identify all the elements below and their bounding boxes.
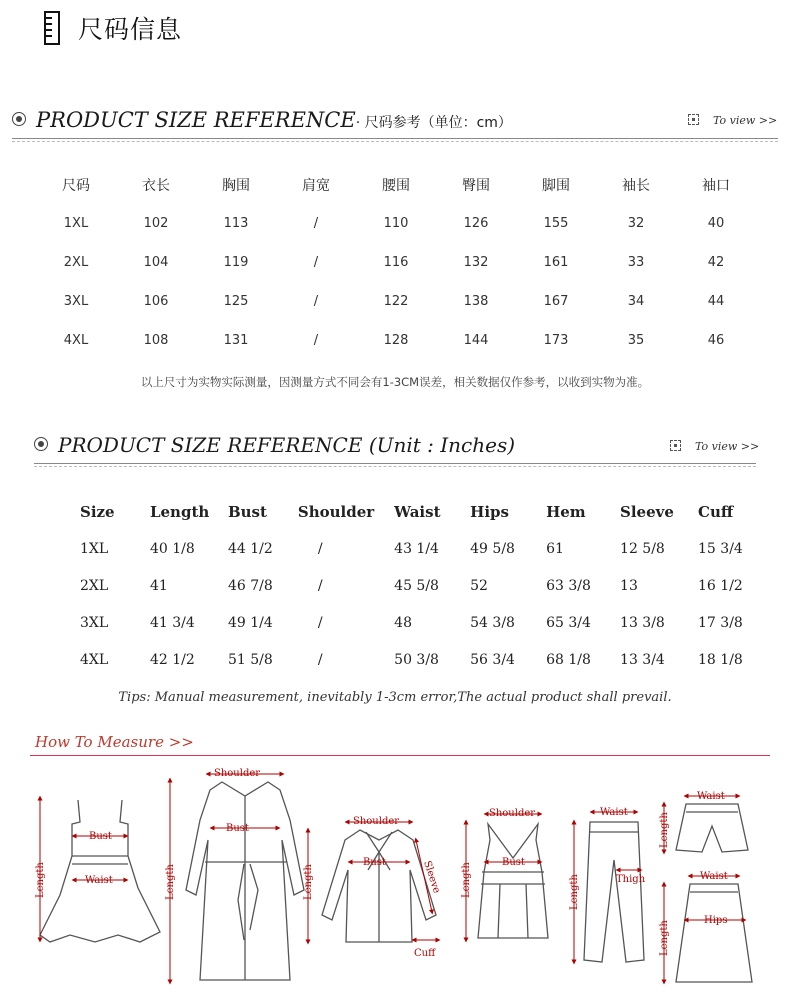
table-header-cell: 臀围 [462, 177, 490, 194]
table-cell: 56 3/4 [470, 651, 515, 668]
table-cell: 63 3/8 [546, 577, 591, 594]
inch-section-rule [34, 463, 756, 464]
table-cell: 12 5/8 [620, 540, 665, 557]
table-row [36, 282, 756, 321]
table-cell: 110 [383, 216, 409, 231]
coat-diagram [165, 768, 304, 982]
table-cell: 45 5/8 [394, 577, 439, 594]
table-cell: 116 [383, 255, 409, 270]
table-header-cell: 胸围 [222, 177, 250, 194]
trousers-diagram [569, 807, 646, 962]
thigh-label: Thigh [616, 874, 646, 885]
table-header-row [36, 165, 756, 204]
table-cell: 15 3/4 [698, 540, 743, 557]
table-header-cell: 袖口 [702, 177, 730, 194]
inch-section-subtitle: (Unit : Inches) [368, 433, 516, 457]
length-label: Length [569, 874, 580, 910]
table-header-cell: Length [149, 502, 210, 521]
table-header-cell: 脚围 [542, 177, 570, 194]
table-cell: / [313, 333, 319, 348]
table-cell: 126 [463, 216, 489, 231]
table-cell: 33 [627, 255, 645, 270]
table-cell: 1XL [63, 216, 89, 231]
table-cell: 40 1/8 [149, 540, 195, 557]
target-bullet-icon [34, 437, 48, 451]
inch-size-table [60, 493, 760, 678]
table-cell: 32 [627, 216, 645, 231]
page-header [44, 8, 182, 48]
cm-to-view-link[interactable]: To view >> [688, 114, 777, 127]
table-cell: 155 [543, 216, 569, 231]
table-cell: 44 1/2 [227, 540, 273, 557]
table-cell: / [317, 577, 323, 594]
target-bullet-icon [12, 112, 26, 126]
measure-diagrams [0, 760, 790, 998]
table-cell: 132 [463, 255, 489, 270]
table-cell: 3XL [63, 294, 89, 309]
table-cell: 104 [143, 255, 169, 270]
table-row [60, 567, 760, 604]
table-cell: 113 [223, 216, 249, 231]
table-cell: / [317, 651, 323, 668]
cm-section-rule [12, 138, 778, 139]
table-cell: / [317, 614, 323, 631]
cm-section-rule-dashed [12, 141, 778, 142]
length-label: Length [461, 862, 472, 898]
table-cell: 42 [707, 255, 725, 270]
length-label: Length [659, 920, 670, 956]
table-cell: / [313, 216, 319, 231]
table-cell: 173 [543, 333, 569, 348]
table-row [60, 604, 760, 641]
table-cell: 108 [143, 333, 169, 348]
table-header-cell: Sleeve [620, 502, 674, 521]
length-label: Length [35, 862, 46, 898]
table-header-cell: Hips [470, 502, 509, 521]
table-header-cell: Waist [394, 502, 441, 521]
hips-label: Hips [704, 915, 728, 926]
table-cell: 49 1/4 [227, 614, 273, 631]
table-cell: 161 [543, 255, 569, 270]
table-header-cell: 尺码 [62, 177, 90, 194]
table-cell: 48 [394, 614, 412, 631]
table-cell: 16 1/2 [698, 577, 743, 594]
table-cell: 4XL [80, 651, 109, 668]
dress-diagram [35, 798, 160, 942]
shoulder-label: Shoulder [353, 816, 400, 827]
table-row [36, 204, 756, 243]
bust-label: Bust [363, 857, 386, 868]
table-cell: / [313, 255, 319, 270]
table-row [60, 530, 760, 567]
table-cell: 125 [223, 294, 249, 309]
table-cell: 122 [383, 294, 409, 309]
inch-table-note: Tips: Manual measurement, inevitably 1-3cm error,The actual product shall prevail. [118, 690, 672, 705]
table-header-cell: 肩宽 [302, 177, 330, 194]
bust-label: Bust [226, 823, 249, 834]
table-cell: 61 [546, 540, 564, 557]
table-header-cell: 衣长 [142, 177, 170, 194]
length-label: Length [303, 864, 314, 900]
table-cell: 1XL [80, 540, 109, 557]
table-header-cell: Bust [227, 502, 267, 521]
waist-label: Waist [600, 807, 628, 818]
table-row [36, 321, 756, 360]
skirt-diagram [659, 871, 752, 982]
table-cell: 52 [470, 577, 488, 594]
table-cell: 13 [620, 577, 638, 594]
table-header-cell: Shoulder [297, 502, 375, 521]
waist-label: Waist [700, 871, 728, 882]
table-header-cell: 袖长 [622, 177, 650, 194]
cm-section-title: PRODUCT SIZE REFERENCE· 尺码参考（单位：cm） [12, 108, 512, 132]
table-cell: 41 [149, 577, 168, 594]
table-cell: 44 [707, 294, 725, 309]
waist-label: Waist [697, 791, 725, 802]
table-cell: 42 1/2 [149, 651, 195, 668]
shoulder-label: Shoulder [489, 808, 536, 819]
inch-section-title: PRODUCT SIZE REFERENCE (Unit : Inches) [34, 433, 515, 457]
table-cell: 17 3/8 [698, 614, 743, 631]
table-cell: 131 [223, 333, 249, 348]
table-header-cell: Hem [546, 502, 586, 521]
cm-size-table [36, 165, 756, 360]
table-cell: 51 5/8 [227, 651, 273, 668]
table-cell: 46 [707, 333, 725, 348]
table-cell: 13 3/8 [620, 614, 665, 631]
waist-label: Waist [85, 875, 113, 886]
dotted-square-icon [670, 440, 681, 451]
table-cell: 3XL [80, 614, 109, 631]
table-cell: 102 [143, 216, 169, 231]
table-cell: 49 5/8 [470, 540, 515, 557]
table-cell: 65 3/4 [546, 614, 591, 631]
ruler-icon [44, 11, 60, 45]
table-header-cell: 腰围 [382, 177, 410, 194]
inch-section-rule-dashed [34, 466, 756, 467]
how-to-measure-title: How To Measure >> [35, 733, 194, 751]
camisole-diagram [461, 808, 548, 940]
shorts-diagram [659, 791, 748, 852]
table-cell: 34 [627, 294, 645, 309]
table-cell: 106 [143, 294, 169, 309]
table-cell: 43 1/4 [394, 540, 439, 557]
table-cell: 50 3/8 [394, 651, 439, 668]
length-label: Length [165, 864, 176, 900]
page-title: 尺码信息 [78, 15, 183, 44]
table-row [60, 641, 760, 678]
table-cell: 167 [543, 294, 569, 309]
table-header-row [60, 493, 760, 530]
table-cell: 138 [463, 294, 489, 309]
table-cell: 40 [707, 216, 725, 231]
table-cell: 2XL [63, 255, 89, 270]
table-cell: 13 3/4 [620, 651, 665, 668]
table-row [36, 243, 756, 282]
table-cell: / [313, 294, 319, 309]
table-header-cell: Size [80, 502, 115, 521]
bust-label: Bust [502, 857, 525, 868]
inch-to-view-link[interactable]: To view >> [670, 440, 759, 453]
bust-label: Bust [89, 831, 112, 842]
table-cell: 144 [463, 333, 489, 348]
table-cell: 41 3/4 [149, 614, 195, 631]
blouse-diagram [303, 816, 442, 959]
sleeve-label: Sleeve [421, 859, 442, 895]
cm-section-subtitle: · 尺码参考（单位：cm） [355, 115, 512, 131]
length-label: Length [659, 812, 670, 848]
table-header-cell: Cuff [698, 502, 734, 521]
table-cell: 4XL [63, 333, 89, 348]
dotted-square-icon [688, 114, 699, 125]
shoulder-label: Shoulder [214, 768, 261, 779]
table-cell: 119 [223, 255, 249, 270]
table-cell: 35 [627, 333, 645, 348]
table-cell: / [317, 540, 323, 557]
table-cell: 128 [383, 333, 409, 348]
table-cell: 68 1/8 [546, 651, 591, 668]
table-cell: 2XL [80, 577, 109, 594]
how-to-measure-rule [30, 755, 770, 756]
table-cell: 46 7/8 [227, 577, 273, 594]
cm-table-note: 以上尺寸为实物实际测量，因测量方式不同会有1-3CM误差，相关数据仅作参考，以收到实物为准。 [140, 375, 650, 389]
table-cell: 18 1/8 [698, 651, 743, 668]
cuff-label: Cuff [414, 948, 436, 959]
table-cell: 54 3/8 [470, 614, 515, 631]
